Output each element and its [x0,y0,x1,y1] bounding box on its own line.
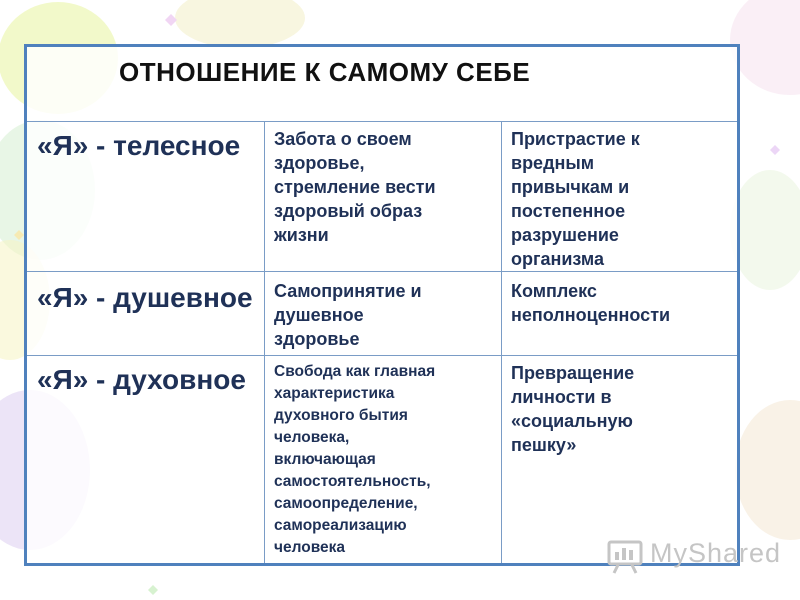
self-attitude-table [24,44,740,566]
negative-cell: Комплекс неполноценности [511,281,671,325]
row-divider [27,355,737,356]
aspect-cell: «Я» - духовное [37,364,246,395]
table-header-cell [27,47,737,122]
row-divider [27,271,737,272]
aspect-cell: «Я» - телесное [37,130,241,161]
negative-cell: Превращение личности в «социальную пешку» [511,363,635,455]
column-divider [501,121,502,563]
table-title: ОТНОШЕНИЕ К САМОМУ СЕБЕ [119,57,531,87]
column-divider [264,121,265,563]
positive-cell: Свобода как главная характеристика духовного бытия человека, включающая самостоятельность, самоопределение, самореализацию человека [274,363,436,556]
watermark-text: MyShared [650,538,782,568]
positive-cell: Забота о своем здоровье, стремление вести здоровый образ жизни [274,129,436,245]
negative-cell: Пристрастие к вредным привычкам и постепенное разрушение организма [511,129,640,269]
presentation-icon [606,538,644,574]
positive-cell: Самопринятие и душевное здоровье [274,281,422,349]
myshared-watermark [606,536,782,576]
aspect-cell: «Я» - душевное [37,282,253,313]
